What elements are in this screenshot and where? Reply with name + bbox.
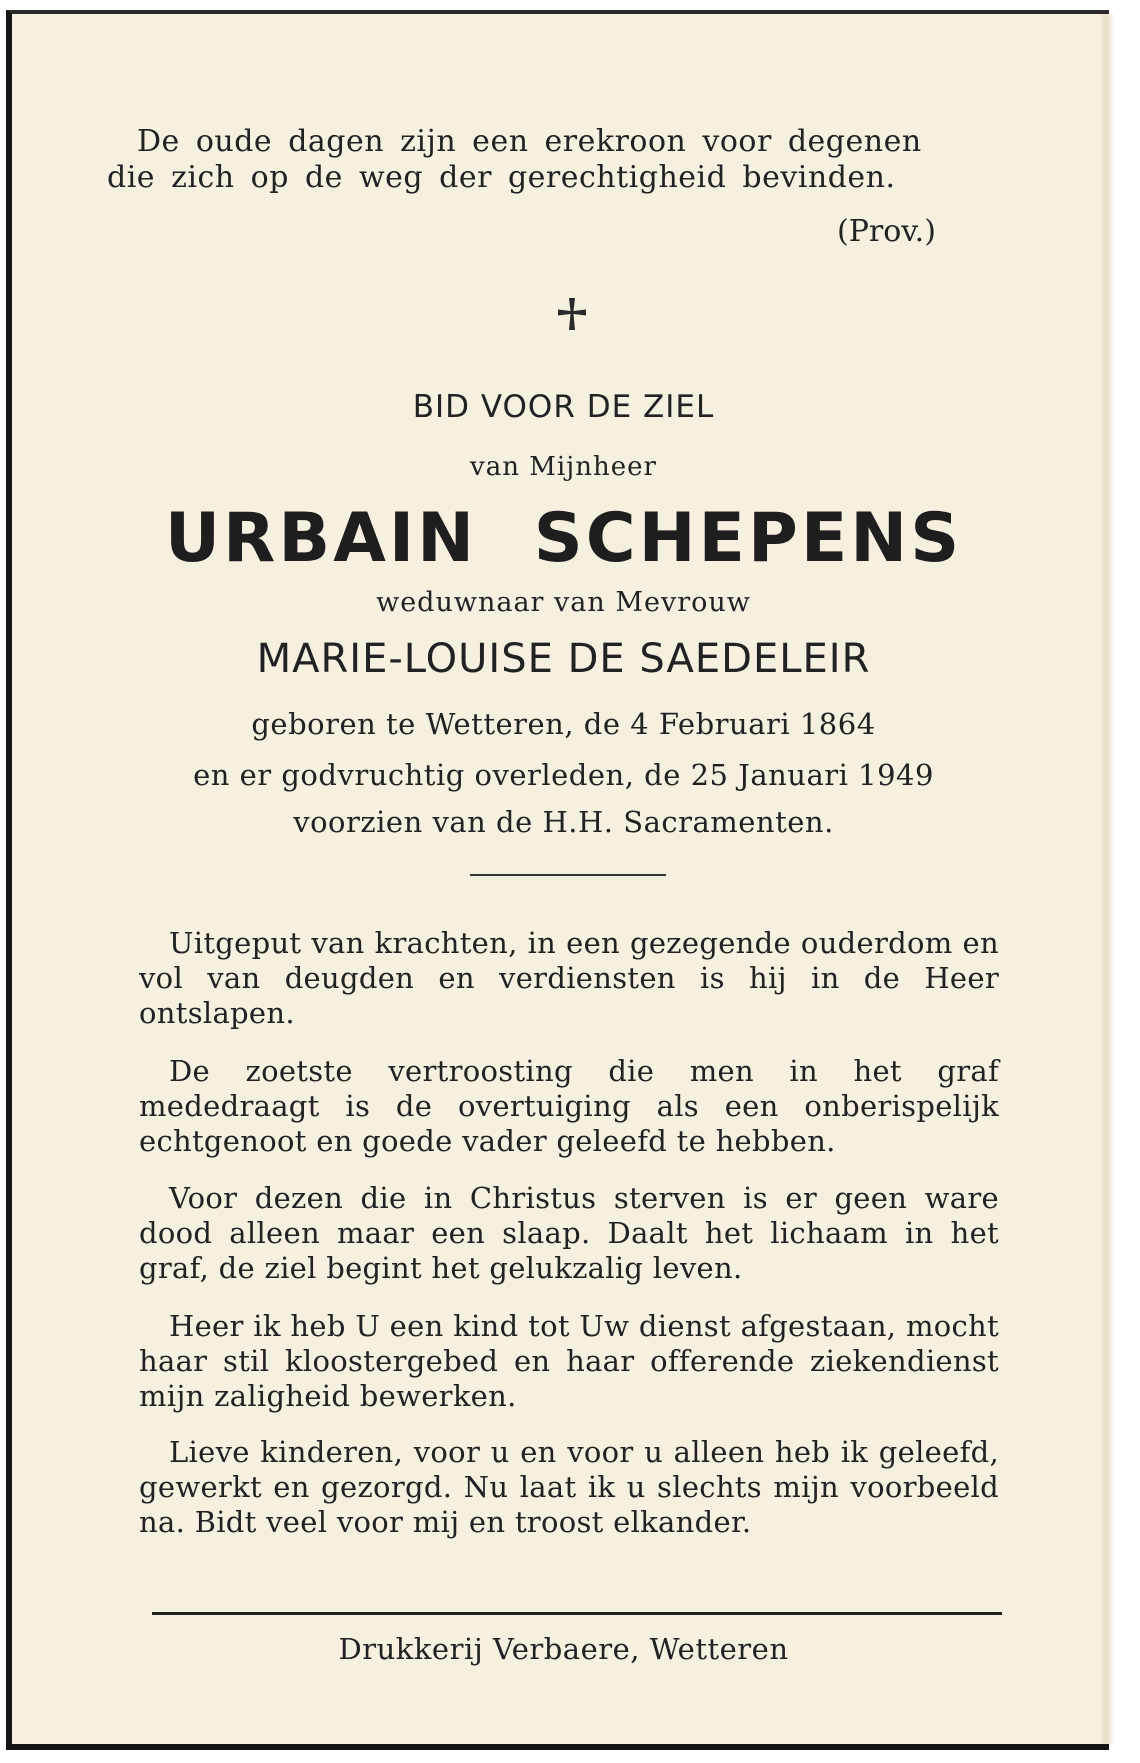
torn-edge — [1101, 14, 1115, 1744]
memorial-card — [6, 10, 1109, 1750]
paragraph — [139, 1054, 999, 1159]
paragraph-text: Voor dezen die in Christus sterven is er geen ware dood alleen maar een slaap. Daalt het lichaam in het graf, de ziel begint het gelukzalig leven. — [139, 1181, 999, 1285]
paragraph — [139, 1435, 999, 1540]
pray-heading: BID VOOR DE ZIEL — [412, 389, 715, 425]
deceased-name: URBAIN SCHEPENS — [164, 499, 963, 578]
bottom-rule — [152, 1612, 1002, 1615]
epigraph-line-1: De oude dagen zijn een erekroon voor degenen — [137, 124, 922, 159]
paragraph — [139, 926, 999, 1031]
cross-pattee-icon — [552, 294, 592, 334]
paragraph-text: Heer ik heb U een kind tot Uw dienst afgestaan, mocht haar stil kloostergebed en haar offerende ziekendienst mijn zaligheid bewerken. — [139, 1309, 999, 1413]
paragraph-text: Uitgeput van krachten, in een gezegende ouderdom en vol van deugden en verdiensten is hij in de Heer ontslapen. — [139, 926, 999, 1030]
epigraph-source: (Prov.) — [837, 214, 936, 249]
sacraments-line: voorzien van de H.H. Sacramenten. — [293, 805, 834, 839]
paragraph-text: Lieve kinderen, voor u en voor u alleen heb ik geleefd, gewerkt en gezorgd. Nu laat ik u slechts mijn voorbeeld na. Bidt veel voor mij en troost elkander. — [139, 1435, 999, 1539]
paragraph-text: De zoetste vertroosting die men in het graf mededraagt is de overtuiging als een onberispelijk echtgenoot en goede vader geleefd te hebben. — [139, 1054, 999, 1158]
paragraph — [139, 1181, 999, 1286]
birth-line: geboren te Wetteren, de 4 Februari 1864 — [251, 707, 876, 741]
divider — [470, 874, 666, 876]
epigraph-line-2: die zich op de weg der gerechtigheid bevinden. — [107, 160, 896, 195]
widower-line: weduwnaar van Mevrouw — [376, 587, 751, 618]
honorific: van Mijnheer — [470, 452, 657, 482]
epigraph — [107, 124, 997, 196]
spouse-name: MARIE-LOUISE DE SAEDELEIR — [256, 636, 871, 682]
death-line: en er godvruchtig overleden, de 25 Januari 1949 — [193, 758, 934, 792]
paragraph — [139, 1309, 999, 1414]
printer-credit: Drukkerij Verbaere, Wetteren — [338, 1632, 789, 1666]
